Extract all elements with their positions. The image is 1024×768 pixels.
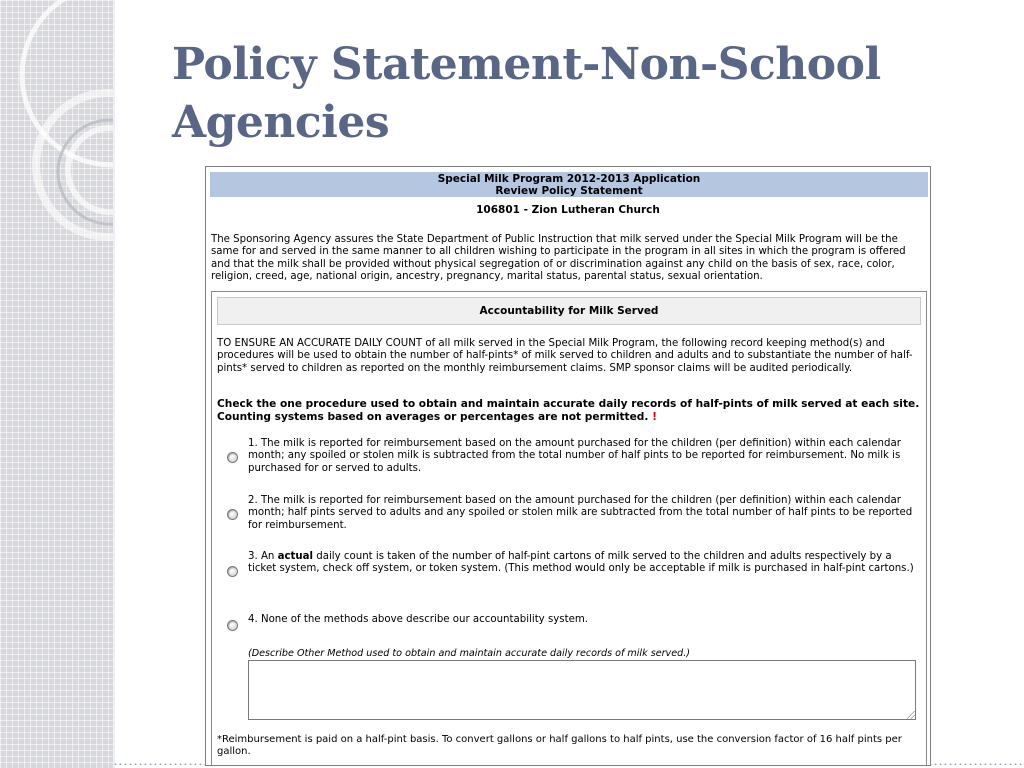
procedure-option-3-text bbox=[248, 551, 916, 576]
procedure-radio-3[interactable] bbox=[227, 566, 238, 577]
sponsor-name: 106801 - Zion Lutheran Church bbox=[476, 204, 660, 216]
procedure-option-4-text: 4. None of the methods above describe our accountability system. bbox=[248, 614, 589, 625]
procedure-option-3[interactable] bbox=[227, 551, 917, 601]
other-method-label: (Describe Other Method used to obtain and maintain accurate daily records of milk served.) bbox=[248, 648, 691, 659]
accountability-header: Accountability for Milk Served bbox=[217, 297, 921, 325]
procedure-option-2-text: 2. The milk is reported for reimbursement based on the amount purchased for the children (per definition) within each calendar month; half pints served to adults and any spoiled or stolen milk are subtracted from the total number of half pints to be reported for reimbursement. bbox=[248, 495, 913, 531]
accountability-intro: TO ENSURE AN ACCURATE DAILY COUNT of all milk served in the Special Milk Program, the following record keeping method(s) and procedures will be used to obtain the number of half-pints* of milk served to children and adults and to substantiate the number of half-pints* served to children as reported on the monthly reimbursement claims. SMP sponsor claims will be audited periodically. bbox=[217, 338, 913, 374]
procedure-option-1-text: 1. The milk is reported for reimbursement based on the amount purchased for the children (per definition) within each calendar month; any spoiled or stolen milk is subtracted from the total number of half pints to be reported for reimbursement. No milk is purchased for or served to adults. bbox=[248, 438, 901, 474]
accountability-section bbox=[211, 291, 927, 766]
procedure-option-1[interactable] bbox=[227, 438, 917, 488]
procedure-radio-4[interactable] bbox=[227, 620, 238, 631]
form-header bbox=[210, 172, 928, 197]
procedure-radio-2[interactable] bbox=[227, 509, 238, 520]
assurance-statement: The Sponsoring Agency assures the State Department of Public Instruction that milk served under the Special Milk Program will be the same for and served in the same manner to all children wishing to participate in the program in all sites in which the program is offered and that the milk shall be provided without physical segregation of or discrimination against any child on the basis of sex, race, color, religion, creed, age, national origin, ancestry, pregnancy, marital status, parental status, sexual orientation. bbox=[211, 234, 906, 283]
circles-decoration-icon bbox=[0, 0, 113, 768]
required-marker: ! bbox=[652, 410, 657, 423]
option-3-prefix: 3. An bbox=[248, 551, 278, 562]
procedure-instruction bbox=[217, 398, 923, 423]
instruction-text: Check the one procedure used to obtain and maintain accurate daily records of half-pints of milk served at each site. Counting systems based on averages or percentages are not permitted. bbox=[217, 398, 920, 423]
option-3-emphasis: actual bbox=[277, 551, 314, 562]
reimbursement-footnote: *Reimbursement is paid on a half-pint basis. To convert gallons or half gallons to half pints, use the conversion factor of 16 half pints per gallon. bbox=[217, 734, 902, 758]
slide-title bbox=[172, 36, 992, 152]
application-form-screenshot bbox=[205, 166, 931, 766]
procedure-option-2[interactable] bbox=[227, 495, 917, 545]
slide-title-line-1: Policy Statement-Non-School bbox=[172, 39, 881, 90]
procedure-radio-1[interactable] bbox=[227, 452, 238, 463]
other-method-textarea[interactable] bbox=[248, 660, 916, 720]
option-3-suffix: daily count is taken of the number of half-pint cartons of milk served to the children and adults respectively by a ticket system, check off system, or token system. (This method would only be acceptable if milk is purchased in half-pint cartons.) bbox=[248, 551, 914, 575]
form-subtitle: Review Policy Statement bbox=[495, 185, 643, 197]
slide-title-line-2: Agencies bbox=[172, 97, 390, 148]
resize-grip-icon[interactable] bbox=[907, 711, 915, 719]
program-title: Special Milk Program 2012-2013 Application bbox=[437, 173, 701, 185]
decorative-side-strip bbox=[0, 0, 115, 768]
